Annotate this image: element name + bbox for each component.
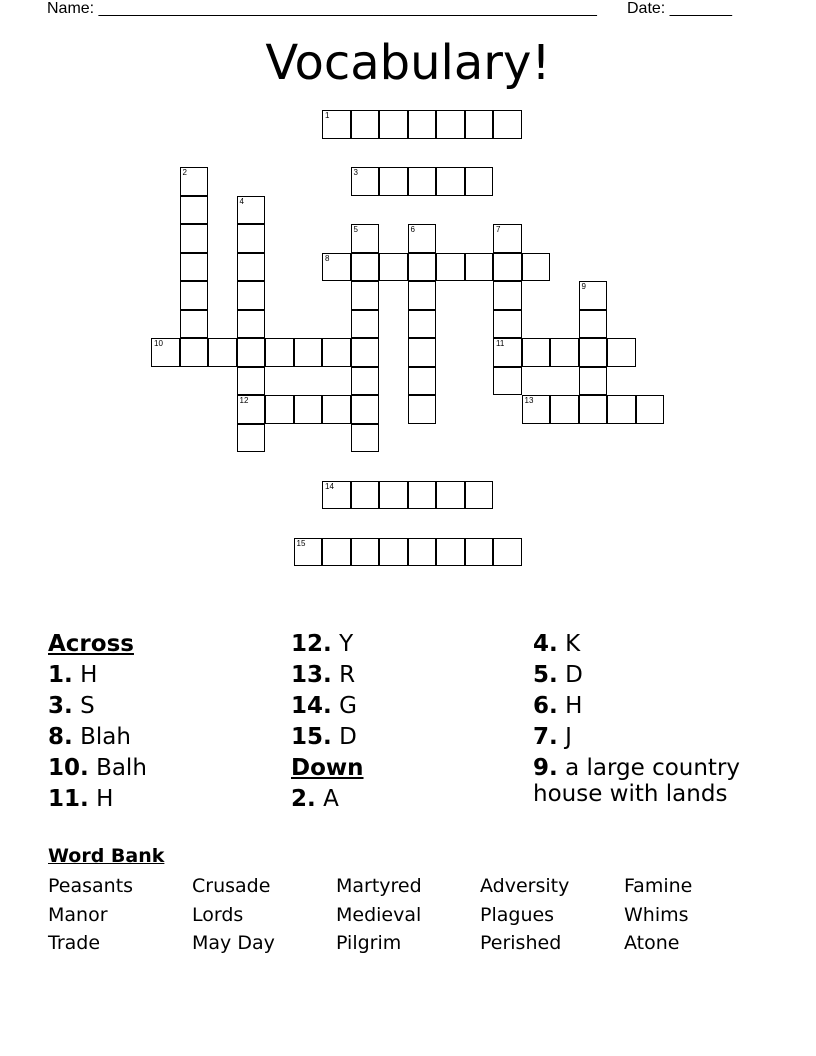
crossword-cell[interactable] bbox=[322, 395, 351, 424]
crossword-cell[interactable] bbox=[180, 196, 209, 225]
crossword-cell[interactable] bbox=[408, 253, 437, 282]
crossword-cell[interactable] bbox=[351, 424, 380, 453]
clue-column-2 bbox=[291, 629, 364, 815]
crossword-cell[interactable] bbox=[322, 481, 351, 510]
clue-across-10: 10. Balh bbox=[48, 755, 147, 781]
clue-column-3 bbox=[533, 629, 783, 807]
cell-number: 14 bbox=[325, 481, 334, 491]
clue-down-7: 7. J bbox=[533, 724, 572, 750]
crossword-cell[interactable] bbox=[379, 110, 408, 139]
crossword-cell[interactable] bbox=[237, 253, 266, 282]
crossword-cell[interactable] bbox=[607, 338, 636, 367]
clue-down-9: 9. a large country house with lands bbox=[533, 755, 741, 807]
clue-across-15: 15. D bbox=[291, 724, 357, 750]
crossword-cell[interactable] bbox=[550, 395, 579, 424]
crossword-cell[interactable] bbox=[180, 167, 209, 196]
crossword-cell[interactable] bbox=[579, 395, 608, 424]
crossword-cell[interactable] bbox=[579, 281, 608, 310]
crossword-cell[interactable] bbox=[465, 253, 494, 282]
cell-number: 13 bbox=[524, 396, 534, 405]
crossword-cell[interactable] bbox=[294, 338, 323, 367]
crossword-cell[interactable] bbox=[522, 253, 551, 282]
clue-across-13: 13. R bbox=[291, 662, 356, 688]
crossword-cell[interactable] bbox=[436, 253, 465, 282]
clue-across-14: 14. G bbox=[291, 693, 357, 719]
crossword-cell[interactable] bbox=[322, 253, 351, 282]
crossword-cell[interactable] bbox=[237, 196, 266, 225]
cell-number: 3 bbox=[353, 168, 358, 177]
cell-number: 15 bbox=[296, 538, 306, 548]
across-heading: Across bbox=[48, 631, 134, 657]
crossword-cell[interactable] bbox=[237, 395, 266, 424]
crossword-cell[interactable] bbox=[408, 110, 437, 139]
crossword-cell[interactable] bbox=[408, 395, 437, 424]
cell-number: 5 bbox=[353, 225, 358, 234]
name-line[interactable]: ________________________________________________________ bbox=[98, 0, 597, 17]
crossword-cell[interactable] bbox=[408, 367, 437, 396]
name-field[interactable] bbox=[47, 0, 597, 18]
clue-across-11: 11. H bbox=[48, 786, 114, 812]
crossword-cell[interactable] bbox=[237, 424, 266, 453]
crossword-cell[interactable] bbox=[493, 110, 522, 139]
crossword-cell[interactable] bbox=[351, 310, 380, 339]
crossword-cell[interactable] bbox=[493, 253, 522, 282]
crossword-cell[interactable] bbox=[465, 167, 494, 196]
word-bank-item: Atone bbox=[624, 932, 680, 954]
crossword-cell[interactable] bbox=[579, 338, 608, 367]
word-bank-item: Martyred bbox=[336, 875, 422, 897]
crossword-cell[interactable] bbox=[351, 253, 380, 282]
crossword-cell[interactable] bbox=[322, 110, 351, 139]
crossword-cell[interactable] bbox=[151, 338, 180, 367]
cell-number: 4 bbox=[239, 196, 244, 206]
crossword-cell[interactable] bbox=[493, 338, 522, 367]
crossword-cell[interactable] bbox=[265, 338, 294, 367]
clue-down-6: 6. H bbox=[533, 693, 583, 719]
crossword-cell[interactable] bbox=[180, 338, 209, 367]
cell-number: 9 bbox=[581, 282, 586, 291]
crossword-cell[interactable] bbox=[237, 281, 266, 310]
clue-down-4: 4. K bbox=[533, 631, 581, 657]
word-bank-item: May Day bbox=[192, 932, 275, 954]
crossword-cell[interactable] bbox=[351, 481, 380, 510]
crossword-cell[interactable] bbox=[436, 481, 465, 510]
clue-column-1 bbox=[48, 629, 147, 815]
cell-number: 11 bbox=[496, 339, 505, 348]
word-bank-item: Whims bbox=[624, 903, 689, 926]
crossword-cell[interactable] bbox=[379, 481, 408, 510]
clue-across-1: 1. H bbox=[48, 662, 98, 688]
crossword-cell[interactable] bbox=[351, 538, 380, 567]
cell-number: 8 bbox=[325, 253, 330, 263]
crossword-cell[interactable] bbox=[493, 281, 522, 310]
cell-number: 7 bbox=[496, 225, 501, 234]
crossword-cell[interactable] bbox=[322, 338, 351, 367]
crossword-cell[interactable] bbox=[294, 395, 323, 424]
crossword-cell[interactable] bbox=[294, 538, 323, 567]
clue-across-12: 12. Y bbox=[291, 631, 354, 657]
word-bank bbox=[48, 872, 768, 958]
crossword-cell[interactable] bbox=[493, 367, 522, 396]
word-bank-item: Perished bbox=[480, 932, 562, 954]
crossword-cell[interactable] bbox=[436, 167, 465, 196]
date-field[interactable] bbox=[627, 0, 732, 18]
crossword-cell[interactable] bbox=[636, 395, 665, 424]
date-label: Date: bbox=[627, 0, 666, 17]
crossword-cell[interactable] bbox=[522, 338, 551, 367]
crossword-cell[interactable] bbox=[607, 395, 636, 424]
crossword-cell[interactable] bbox=[351, 110, 380, 139]
crossword-cell[interactable] bbox=[550, 338, 579, 367]
crossword-cell[interactable] bbox=[465, 481, 494, 510]
crossword-cell[interactable] bbox=[379, 253, 408, 282]
crossword-cell[interactable] bbox=[322, 538, 351, 567]
crossword-cell[interactable] bbox=[408, 167, 437, 196]
crossword-cell[interactable] bbox=[436, 538, 465, 567]
clue-across-3: 3. S bbox=[48, 693, 95, 719]
cell-number: 10 bbox=[154, 339, 163, 348]
crossword-cell[interactable] bbox=[351, 281, 380, 310]
word-bank-item: Trade bbox=[48, 932, 101, 954]
crossword-cell[interactable] bbox=[265, 395, 294, 424]
crossword-cell[interactable] bbox=[408, 481, 437, 510]
clue-down-5: 5. D bbox=[533, 662, 583, 688]
crossword-cell[interactable] bbox=[493, 538, 522, 567]
crossword-cell[interactable] bbox=[237, 224, 266, 253]
crossword-cell[interactable] bbox=[237, 367, 266, 396]
word-bank-item: Crusade bbox=[192, 875, 271, 897]
crossword-cell[interactable] bbox=[408, 310, 437, 339]
cell-number: 2 bbox=[182, 168, 187, 177]
word-bank-item: Plagues bbox=[480, 903, 555, 926]
crossword-cell[interactable] bbox=[237, 338, 266, 367]
crossword-cell[interactable] bbox=[351, 338, 380, 367]
cell-number: 12 bbox=[239, 396, 249, 405]
word-bank-item: Peasants bbox=[48, 875, 134, 897]
crossword-cell[interactable] bbox=[465, 538, 494, 567]
crossword-cell[interactable] bbox=[351, 395, 380, 424]
crossword-cell[interactable] bbox=[436, 110, 465, 139]
word-bank-item: Adversity bbox=[480, 875, 570, 897]
clue-down-2: 2. A bbox=[291, 786, 339, 812]
crossword-cell[interactable] bbox=[180, 310, 209, 339]
crossword-cell[interactable] bbox=[493, 224, 522, 253]
crossword-cell[interactable] bbox=[579, 310, 608, 339]
word-bank-title: Word Bank bbox=[48, 845, 165, 867]
down-heading: Down bbox=[291, 755, 364, 781]
cell-number: 6 bbox=[410, 225, 415, 234]
word-bank-item: Famine bbox=[624, 875, 693, 897]
cell-number: 1 bbox=[325, 111, 330, 120]
date-line[interactable]: _______ bbox=[669, 0, 732, 17]
crossword-cell[interactable] bbox=[493, 310, 522, 339]
word-bank-item: Manor bbox=[48, 903, 108, 926]
crossword-cell[interactable] bbox=[351, 367, 380, 396]
word-bank-item: Lords bbox=[192, 903, 244, 926]
crossword-cell[interactable] bbox=[522, 395, 551, 424]
crossword-cell[interactable] bbox=[180, 224, 209, 253]
name-label: Name: bbox=[47, 0, 95, 17]
crossword-cell[interactable] bbox=[208, 338, 237, 367]
crossword-cell[interactable] bbox=[408, 224, 437, 253]
word-bank-item: Pilgrim bbox=[336, 932, 402, 954]
crossword-cell[interactable] bbox=[408, 338, 437, 367]
crossword-cell[interactable] bbox=[351, 224, 380, 253]
crossword-cell[interactable] bbox=[237, 310, 266, 339]
crossword-cell[interactable] bbox=[579, 367, 608, 396]
clue-across-8: 8. Blah bbox=[48, 724, 131, 750]
crossword-cell[interactable] bbox=[408, 538, 437, 567]
crossword-cell[interactable] bbox=[379, 538, 408, 567]
crossword-cell[interactable] bbox=[408, 281, 437, 310]
crossword-cell[interactable] bbox=[379, 167, 408, 196]
word-bank-item: Medieval bbox=[336, 903, 422, 926]
crossword-cell[interactable] bbox=[351, 167, 380, 196]
crossword-cell[interactable] bbox=[465, 110, 494, 139]
crossword-cell[interactable] bbox=[180, 281, 209, 310]
crossword-cell[interactable] bbox=[180, 253, 209, 282]
page-title: Vocabulary! bbox=[265, 35, 551, 91]
